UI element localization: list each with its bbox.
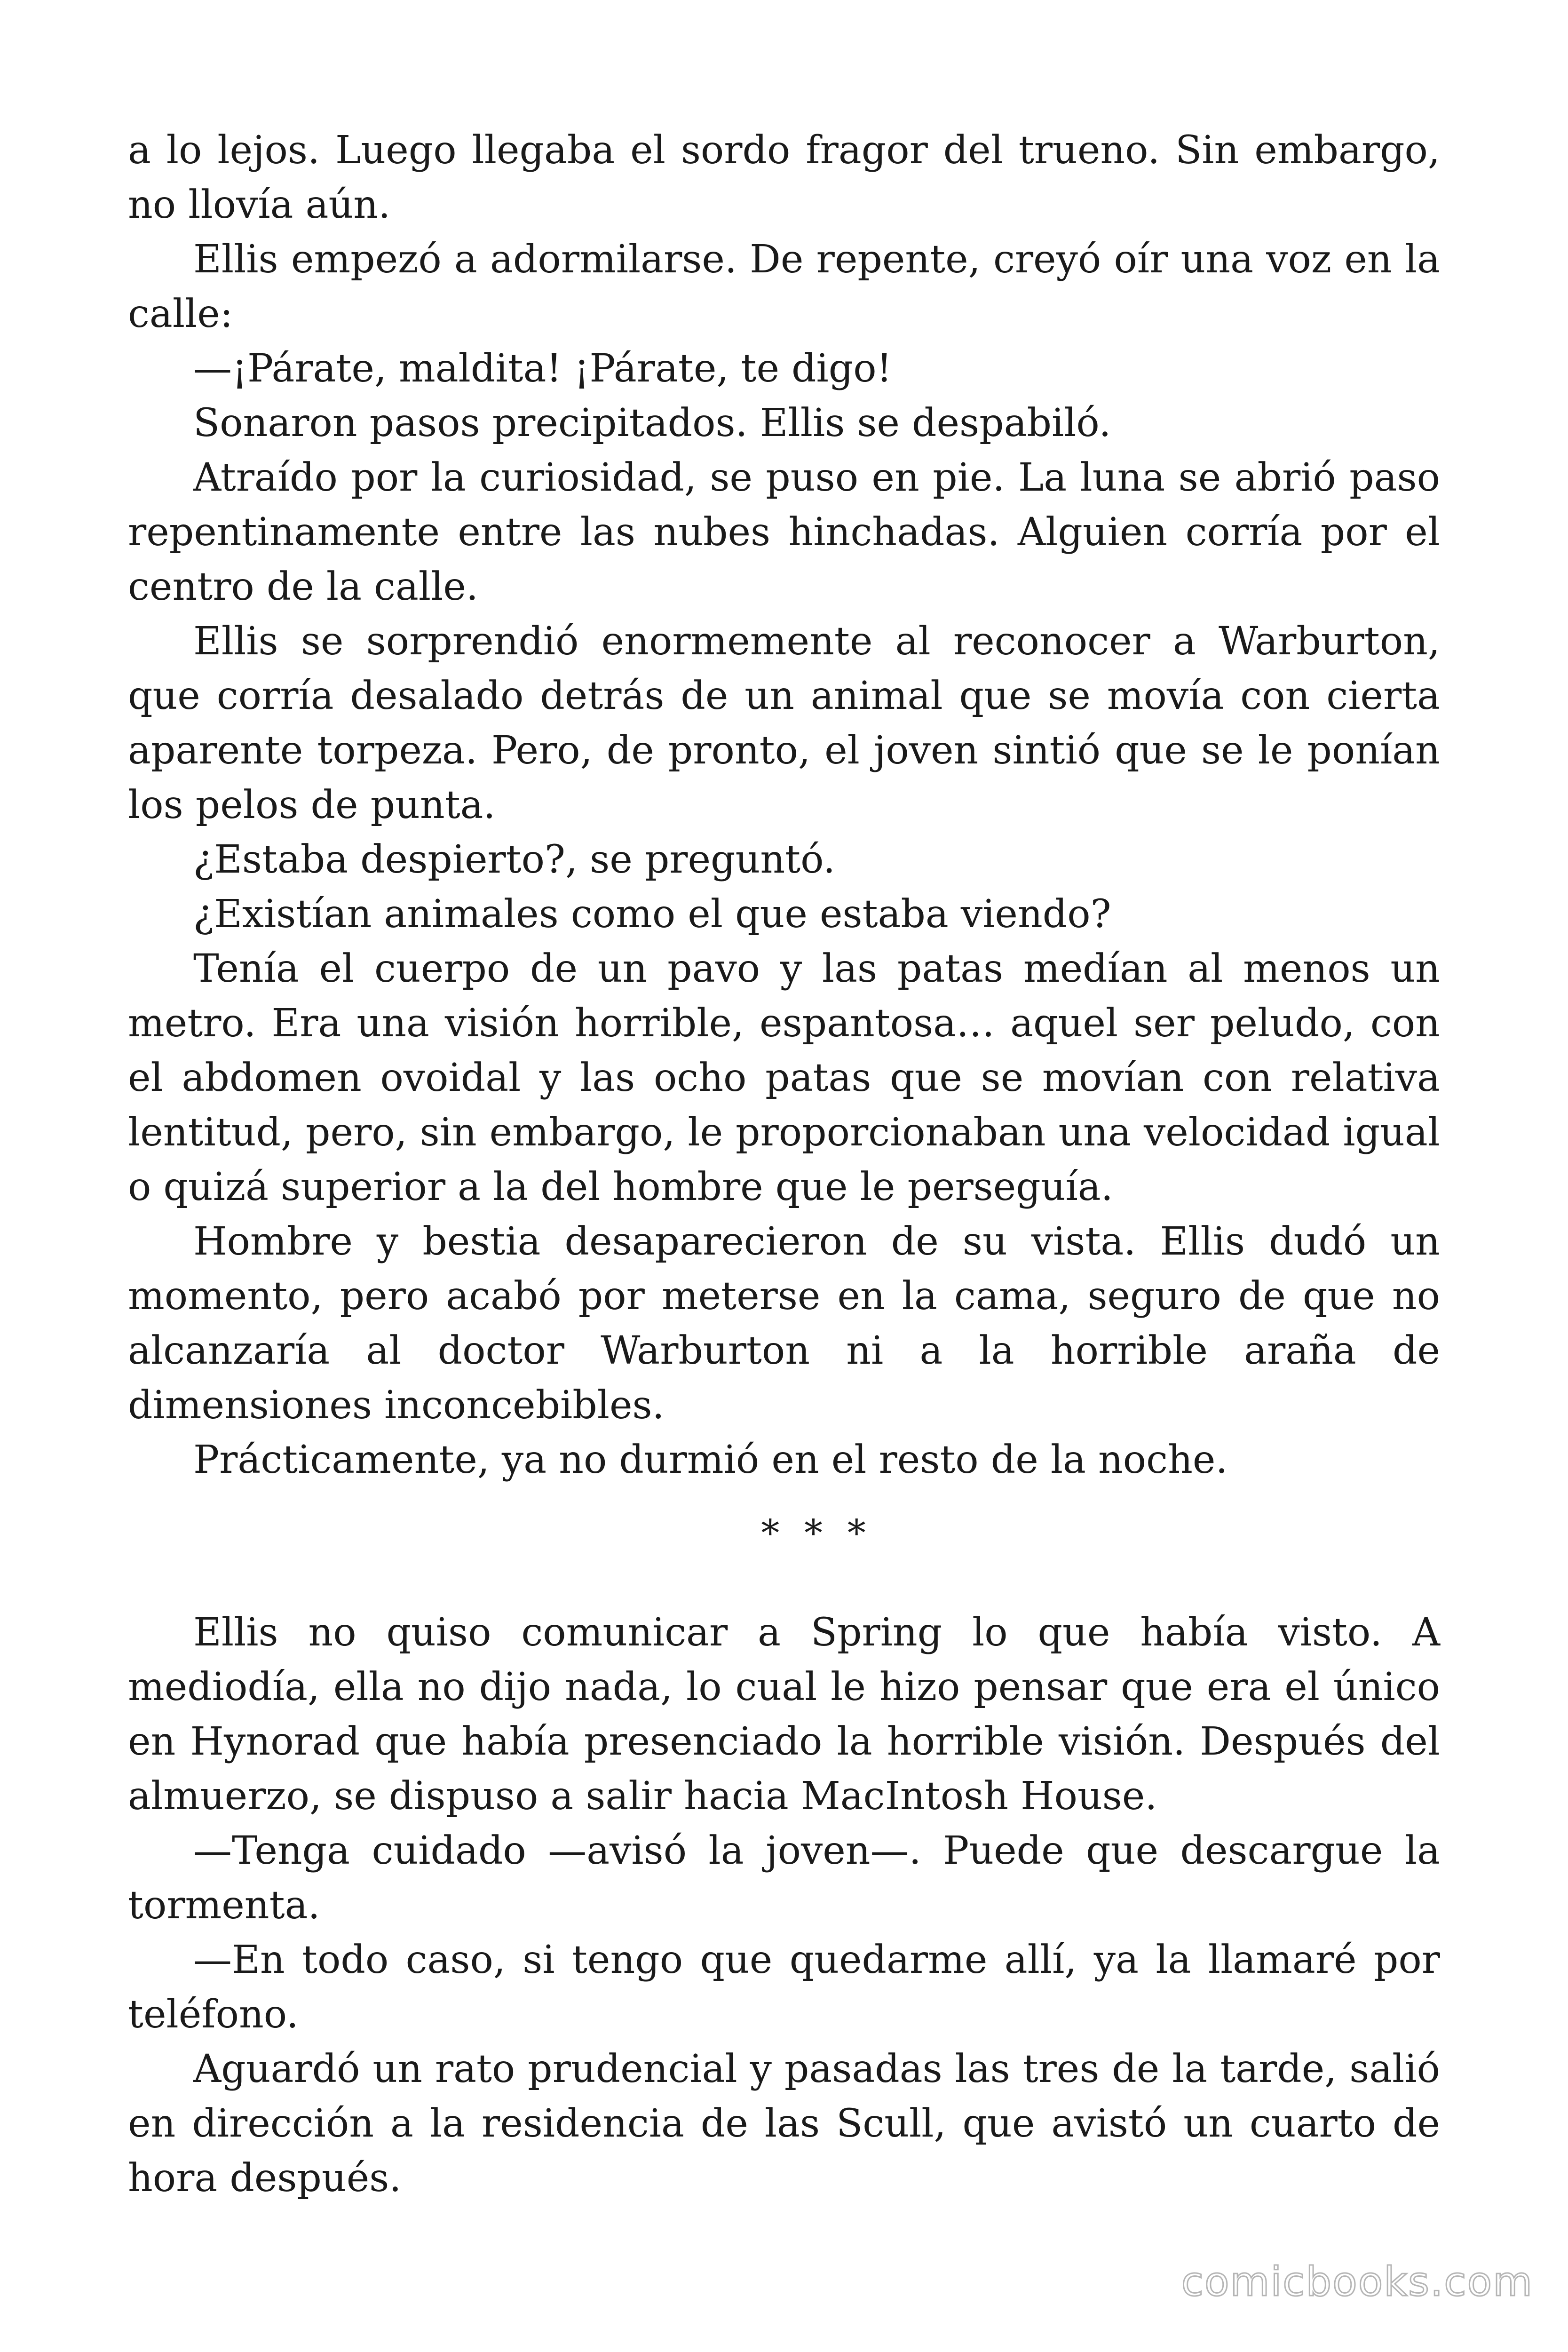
paragraph: Sonaron pasos precipitados. Ellis se despabiló. (193, 401, 1111, 445)
paragraph: Tenía el cuerpo de un pavo y las patas medían al menos un metro. Era una visión horrible, espantosa… aquel ser peludo, con el abdomen ovoidal y las ocho patas que se movían con relativa lentitud, pero, sin embargo, le proporcionaban una velocidad igual o quizá superior a la del hombre que le perseguía. (128, 946, 1440, 1209)
body-text-continued (128, 1605, 1440, 2206)
paragraph: —¡Párate, maldita! ¡Párate, te digo! (193, 346, 892, 391)
watermark-logo (1162, 2249, 1538, 2310)
watermark-text: comicbooks.com (1181, 2258, 1533, 2305)
book-page (128, 123, 1440, 2206)
paragraph: ¿Estaba despierto?, se preguntó. (193, 837, 836, 882)
paragraph: Aguardó un rato prudencial y pasadas las tres de la tarde, salió en dirección a la residencia de las Scull, que avistó un cuarto de hora después. (128, 2047, 1440, 2201)
paragraph: Ellis se sorprendió enormemente al reconocer a Warburton, que corría desalado detrás de un animal que se movía con cierta aparente torpeza. Pero, de pronto, el joven sintió que se le ponían los pelos de punta. (128, 619, 1440, 827)
paragraph: Prácticamente, ya no durmió en el resto de la noche. (193, 1438, 1228, 1482)
paragraph: Ellis no quiso comunicar a Spring lo que había visto. A mediodía, ella no dijo nada, lo cual le hizo pensar que era el único en Hynorad que había presenciado la horrible visión. Después del almuerzo, se dispuso a salir hacia MacIntosh House. (128, 1610, 1440, 1819)
body-text (128, 123, 1440, 1487)
paragraph: a lo lejos. Luego llegaba el sordo fragor del trueno. Sin embargo, no llovía aún. (128, 128, 1440, 227)
scene-break: * * * (761, 1512, 872, 1555)
paragraph: Ellis empezó a adormilarse. De repente, creyó oír una voz en la calle: (128, 237, 1440, 336)
paragraph: ¿Existían animales como el que estaba viendo? (193, 892, 1111, 937)
paragraph: Atraído por la curiosidad, se puso en pie. La luna se abrió paso repentinamente entre las nubes hinchadas. Alguien corría por el centro de la calle. (128, 455, 1440, 609)
paragraph: —Tenga cuidado —avisó la joven—. Puede que descargue la tormenta. (128, 1828, 1440, 1928)
paragraph: Hombre y bestia desaparecieron de su vista. Ellis dudó un momento, pero acabó por meterse en la cama, seguro de que no alcanzaría al doctor Warburton ni a la horrible araña de dimensiones inconcebibles. (128, 1219, 1440, 1428)
paragraph: —En todo caso, si tengo que quedarme allí, ya la llamaré por teléfono. (128, 1938, 1440, 2037)
